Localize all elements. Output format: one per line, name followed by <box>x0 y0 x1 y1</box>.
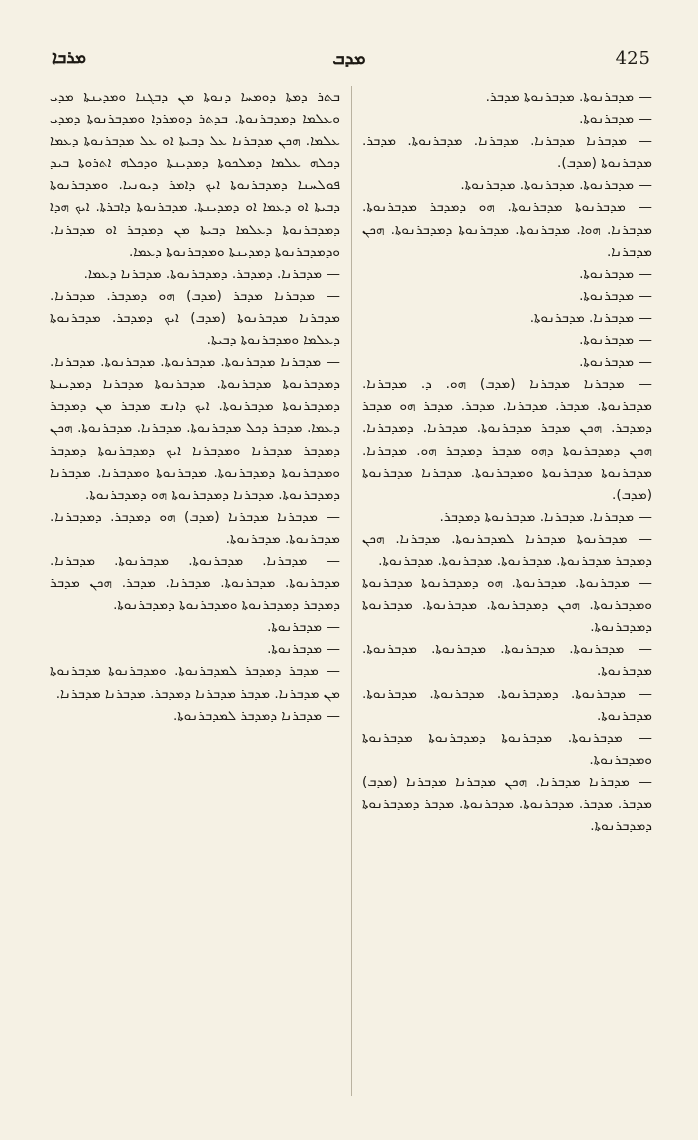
dictionary-entry: — ܡܕܒܪܢܘܬܐ. <box>267 619 340 636</box>
left-column <box>50 86 340 1106</box>
header-center-word: ܡܕܒ <box>332 48 366 69</box>
page-number: 425 <box>615 48 650 69</box>
dictionary-entry: — ܡܕܒܪܢܐ ܡܕܒܪܢܐ (ܡܕܒ) ܗܘ. ܕ. ܡܕܒܪܢܐ. ܡܕܒܪܢܘܬܐ. ܡܕܒܪ. ܡܕܒܪܢܐ. ܡܕܒܪ. ܡܕܒܪ ܗܘ ܡܕܒܪ ܕܡܕܒܪ. ܗܟܢ ܡܕܒܪ ܡܕܒܪܢܘܬܐ. ܡܕܒܪܢܐ. ܕܡܕܒܪܢܐ. ܗܟܢ ܕܡܕܒܪܢܘܬܐ ܕܗܘ ܡܕܒܪ ܕܡܕܒܪ ܗܘ. ܡܕܒܪܢܐ. ܡܕܒܪܢܘܬܐ ܡܕܒܪܢܘܬܐ ܘܡܕܒܪܢܘܬܐ. ܡܕܒܪܢܐ ܡܕܒܪܢܘܬܐ (ܡܕܒ). <box>362 376 652 503</box>
dictionary-entry: — ܡܕܒܪܢܘܬܐ. ܡܕܒܪܢܘܬܐ. ܡܕܒܪܢܘܬܐ. ܡܕܒܪܢܘܬܐ. ܡܕܒܪܢܘܬܐ. <box>362 641 652 680</box>
dictionary-entry: — ܡܕܒܪܢܘܬܐ. ܡܕܒܪܢܘܬܐ. ܡܕܒܪܢܘܬܐ. <box>460 177 652 194</box>
dictionary-entry: — ܡܕܒܪܢܘܬܐ. ܡܕܒܪܢܘܬܐ ܡܕܒܪ. <box>485 89 652 105</box>
dictionary-entry: — ܡܕܒܪܢܐ. ܡܕܒܪܢܘܬܐ. ܡܕܒܪܢܘܬܐ. ܡܕܒܪܢܐ. ܡܕܒܪܢܘܬܐ. ܡܕܒܪܢܘܬܐ. ܡܕܒܪܢܐ. ܡܕܒܪ. ܗܟܢ ܡܕܒܪ ܕܡܕܒܪ ܕܡܕܒܪܢܘܬܐ ܘܡܕܒܪܢܘܬܐ ܕܡܕܒܪܢܘܬܐ. <box>50 552 340 614</box>
dictionary-entry: — ܡܕܒܪܢܐ ܡܕܒܪܢܐ (ܡܕܒ) ܗܘ ܕܡܕܒܪ. ܕܡܕܒܪܢܐ. ܡܕܒܪܢܘܬܐ. ܡܕܒܪܢܘܬܐ. <box>50 508 340 547</box>
right-column <box>362 86 652 1106</box>
header-left-word: ܡܪܒܐ <box>52 48 87 68</box>
dictionary-entry: — ܡܕܒܪܢܘܬܐ. ܕܡܕܒܪܢܘܬܐ. ܡܕܒܪܢܘܬܐ. ܡܕܒܪܢܘܬܐ. ܡܕܒܪܢܘܬܐ. <box>362 685 652 724</box>
dictionary-entry: — ܡܕܒܪܢܐ. ܡܕܒܪܢܘܬܐ. <box>529 309 652 326</box>
dictionary-entry: — ܡܕܒܪܢܐ ܕܡܕܒܪ ܠܡܕܒܪܢܘܬܐ. <box>172 707 340 724</box>
dictionary-entry: — ܡܕܒܪܢܘܬܐ. <box>267 641 340 658</box>
dictionary-entry: — ܡܕܒܪ ܕܡܕܒܪ ܠܡܕܒܪܢܘܬܐ. ܘܡܕܒܪܢܘܬܐ ܡܕܒܪܢܘܬܐ ܡܢ ܡܕܒܪܢܐ. ܡܕܒܪ ܡܕܒܪܢܐ ܕܡܕܒܪ. ܡܕܒܪܢܐ ܡܕܒܪܢܐ. <box>50 663 340 702</box>
dictionary-entry: — ܡܕܒܪܢܐ. ܕܡܕܒܪ. ܕܡܕܒܪܢܘܬܐ. ܡܕܒܪܢܐ ܕܥܡܐ. <box>83 265 340 282</box>
dictionary-entry: — ܡܕܒܪܢܘܬܐ. <box>579 354 652 371</box>
dictionary-entry: — ܡܕܒܪܢܘܬܐ. ܡܕܒܪܢܘܬܐ ܕܡܕܒܪܢܘܬܐ ܡܕܒܪܢܘܬܐ ܘܡܕܒܪܢܘܬܐ. <box>362 729 652 768</box>
dictionary-entry: — ܡܕܒܪܢܐ ܡܕܒܪܢܐ. ܡܕܒܪܢܐ. ܡܕܒܪܢܘܬܐ. ܡܕܒܪ. ܡܕܒܪܢܘܬܐ (ܡܕܒ). <box>362 133 652 172</box>
dictionary-entry: — ܡܕܒܪܢܐ. ܡܕܒܪܢܐ. ܡܕܒܪܢܘܬܐ ܕܡܕܒܪ. <box>439 508 652 525</box>
dictionary-entry: — ܡܕܒܪܢܐ ܡܕܒܪܢܘܬܐ. ܡܕܒܪܢܘܬܐ. ܡܕܒܪܢܘܬܐ. ܡܕܒܪܢܐ. ܕܡܕܒܪܢܘܬܐ ܡܕܒܪܢܘܬܐ. ܡܕܒܪܢܘܬܐ ܡܕܒܪܢܐ ܕܡܕܝܢܬܐ ܕܡܕܒܪܢܘܬܐ ܡܕܒܪܢܘܬܐ. ܐܝܟ ܕܐܢܫ ܡܕܒܪ ܡܢ ܕܡܕܒܪ ܕܥܡܐ. ܡܕܒܪ ܕܟܠ ܡܕܒܪܢܘܬܐ. ܡܕܒܪܢܐ. ܡܕܒܪܢܘܬܐ. ܗܟܢ ܕܡܕܒܪ ܡܕܒܪܢܐ ܘܡܕܒܪܢܐ ܐܝܟ ܕܡܕܒܪܢܘܬܐ ܕܡܕܒܪ ܘܡܕܒܪܢܘܬܐ ܕܡܕܒܪܢܘܬܐ. ܡܕܒܪܢܘܬܐ ܘܡܕܒܪܢܐ. ܡܕܒܪܢܐ ܕܡܕܒܪܢܘܬܐ. ܡܕܒܪܢܐ ܕܡܕܒܪܢܘܬܐ ܗܘ ܕܡܕܒܪܢܘܬܐ. <box>50 354 340 503</box>
dictionary-entry: — ܡܕܒܪܢܘܬܐ. ܡܕܒܪܢܘܬܐ. ܗܘ ܕܡܕܒܪܢܘܬܐ ܡܕܒܪܢܘܬܐ ܘܡܕܒܪܢܘܬܐ. ܗܟܢ ܕܡܕܒܪܢܘܬܐ. ܡܕܒܪܢܘܬܐ. ܡܕܒܪܢܘܬܐ ܕܡܕܒܪܢܘܬܐ. <box>362 575 652 636</box>
column-divider <box>351 86 352 1096</box>
dictionary-entry: — ܡܕܒܪܢܘܬܐ. <box>579 265 652 282</box>
dictionary-entry: — ܡܕܒܪܢܘܬܐ ܡܕܒܪܢܐ ܠܡܕܒܪܢܘܬܐ. ܡܕܒܪܢܐ. ܗܟܢ ܕܡܕܒܪ ܡܕܒܪܢܘܬܐ. ܡܕܒܪܢܘܬܐ. ܡܕܒܪܢܘܬܐ. ܡܕܒܪܢܘܬܐ. <box>362 530 652 569</box>
dictionary-entry: — ܡܕܒܪܢܐ ܡܕܒܪܢܐ. ܗܟܢ ܡܕܒܪܢܐ ܡܕܒܪܢܐ (ܡܕܒ) ܡܕܒܪ. ܡܕܒܪ. ܡܕܒܪܢܘܬܐ. ܡܕܒܪܢܘܬܐ. ܡܕܒܪ ܕܡܕܒܪܢܘܬܐ ܕܡܕܒܪܢܘܬܐ. <box>362 773 652 835</box>
dictionary-entry: — ܡܕܒܪܢܘܬܐ. <box>579 287 652 304</box>
dictionary-entry: — ܡܕܒܪܢܘܬܐ. <box>579 111 652 128</box>
dictionary-entry: — ܡܕܒܪܢܘܬܐ. <box>579 332 652 349</box>
dictionary-entry: — ܡܕܒܪܢܐ ܡܕܒܪ (ܡܕܒ) ܗܘ ܕܡܕܒܪ. ܡܕܒܪܢܐ. ܡܕܒܪܢܐ ܡܕܒܪܢܘܬܐ (ܡܕܒ) ܐܝܟ ܕܡܕܒܪ. ܡܕܒܪܢܘܬܐ ܕܥܠܡܐ ܘܡܕܒܪܢܘܬܐ ܕܒܝܬܐ. <box>50 287 340 349</box>
dictionary-entry: — ܡܕܒܪܢܘܬܐ ܡܕܒܪܢܘܬܐ. ܗܘ ܕܡܕܒܪ ܡܕܒܪܢܘܬܐ. ܡܕܒܪܢܐ. ܗܘܐ. ܡܕܒܪܢܘܬܐ. ܡܕܒܪܢܘܬܐ ܕܡܕܒܪܢܘܬܐ. ܗܟܢ ܡܕܒܪܢܐ. <box>362 199 652 260</box>
dictionary-entry: ܒܬܪ ܕܡܬܐ ܕܘܡܚܐ ܕܢܘܬܐ ܡܢ ܕܒܓܢܐ ܘܡܕܝܢܬܐ ܡܕܝ ܘܥܠܡܐ ܕܡܕܒܪܢܘܬܐ. ܒܕܬܪ ܕܘܡܪܕܐ ܘܡܕܒܪܢܘܬܐ ܕܡܕܝ ܥܠܡܐ. ܗܟܢ ܡܕܒܪܢܐ ܥܠ ܕܒܝܬܐ ܐܘ ܥܠ ܡܕܒܪܢܘܬܐ ܕܥܡܐ ܕܟܠܗ ܥܠܡܐ ܕܡܠܟܘܬܐ ܕܡܕܝܢܬܐ ܘܕܟܠܗ ܐܬܪܘܬܐ ܒܝܕ ܦܘܠܚܢܐ ܕܡܕܒܪܢܘܬܐ ܐܝܟ ܕܐܡܪ ܕܝܘܢܝܐ. ܘܡܕܒܪܢܘܬܐ ܕܒܝܬܐ ܐܘ ܕܥܡܐ ܐܘ ܕܡܕܝܢܬܐ. ܡܕܒܪܢܘܬܐ ܕܐܒܪܬܐ. ܐܝܟ ܗܕܐ ܕܡܕܒܪܢܘܬܐ ܕܥܠܡܐ ܕܒܝܬܐ ܡܢ ܕܡܕܒܪ ܐܘ ܡܕܒܪܢܐ. ܘܕܡܕܒܪܢܘܬܐ ܕܡܕܝܢܬܐ ܘܡܕܒܪܢܘܬܐ ܕܥܡܐ. <box>50 89 340 260</box>
running-header <box>48 48 650 76</box>
